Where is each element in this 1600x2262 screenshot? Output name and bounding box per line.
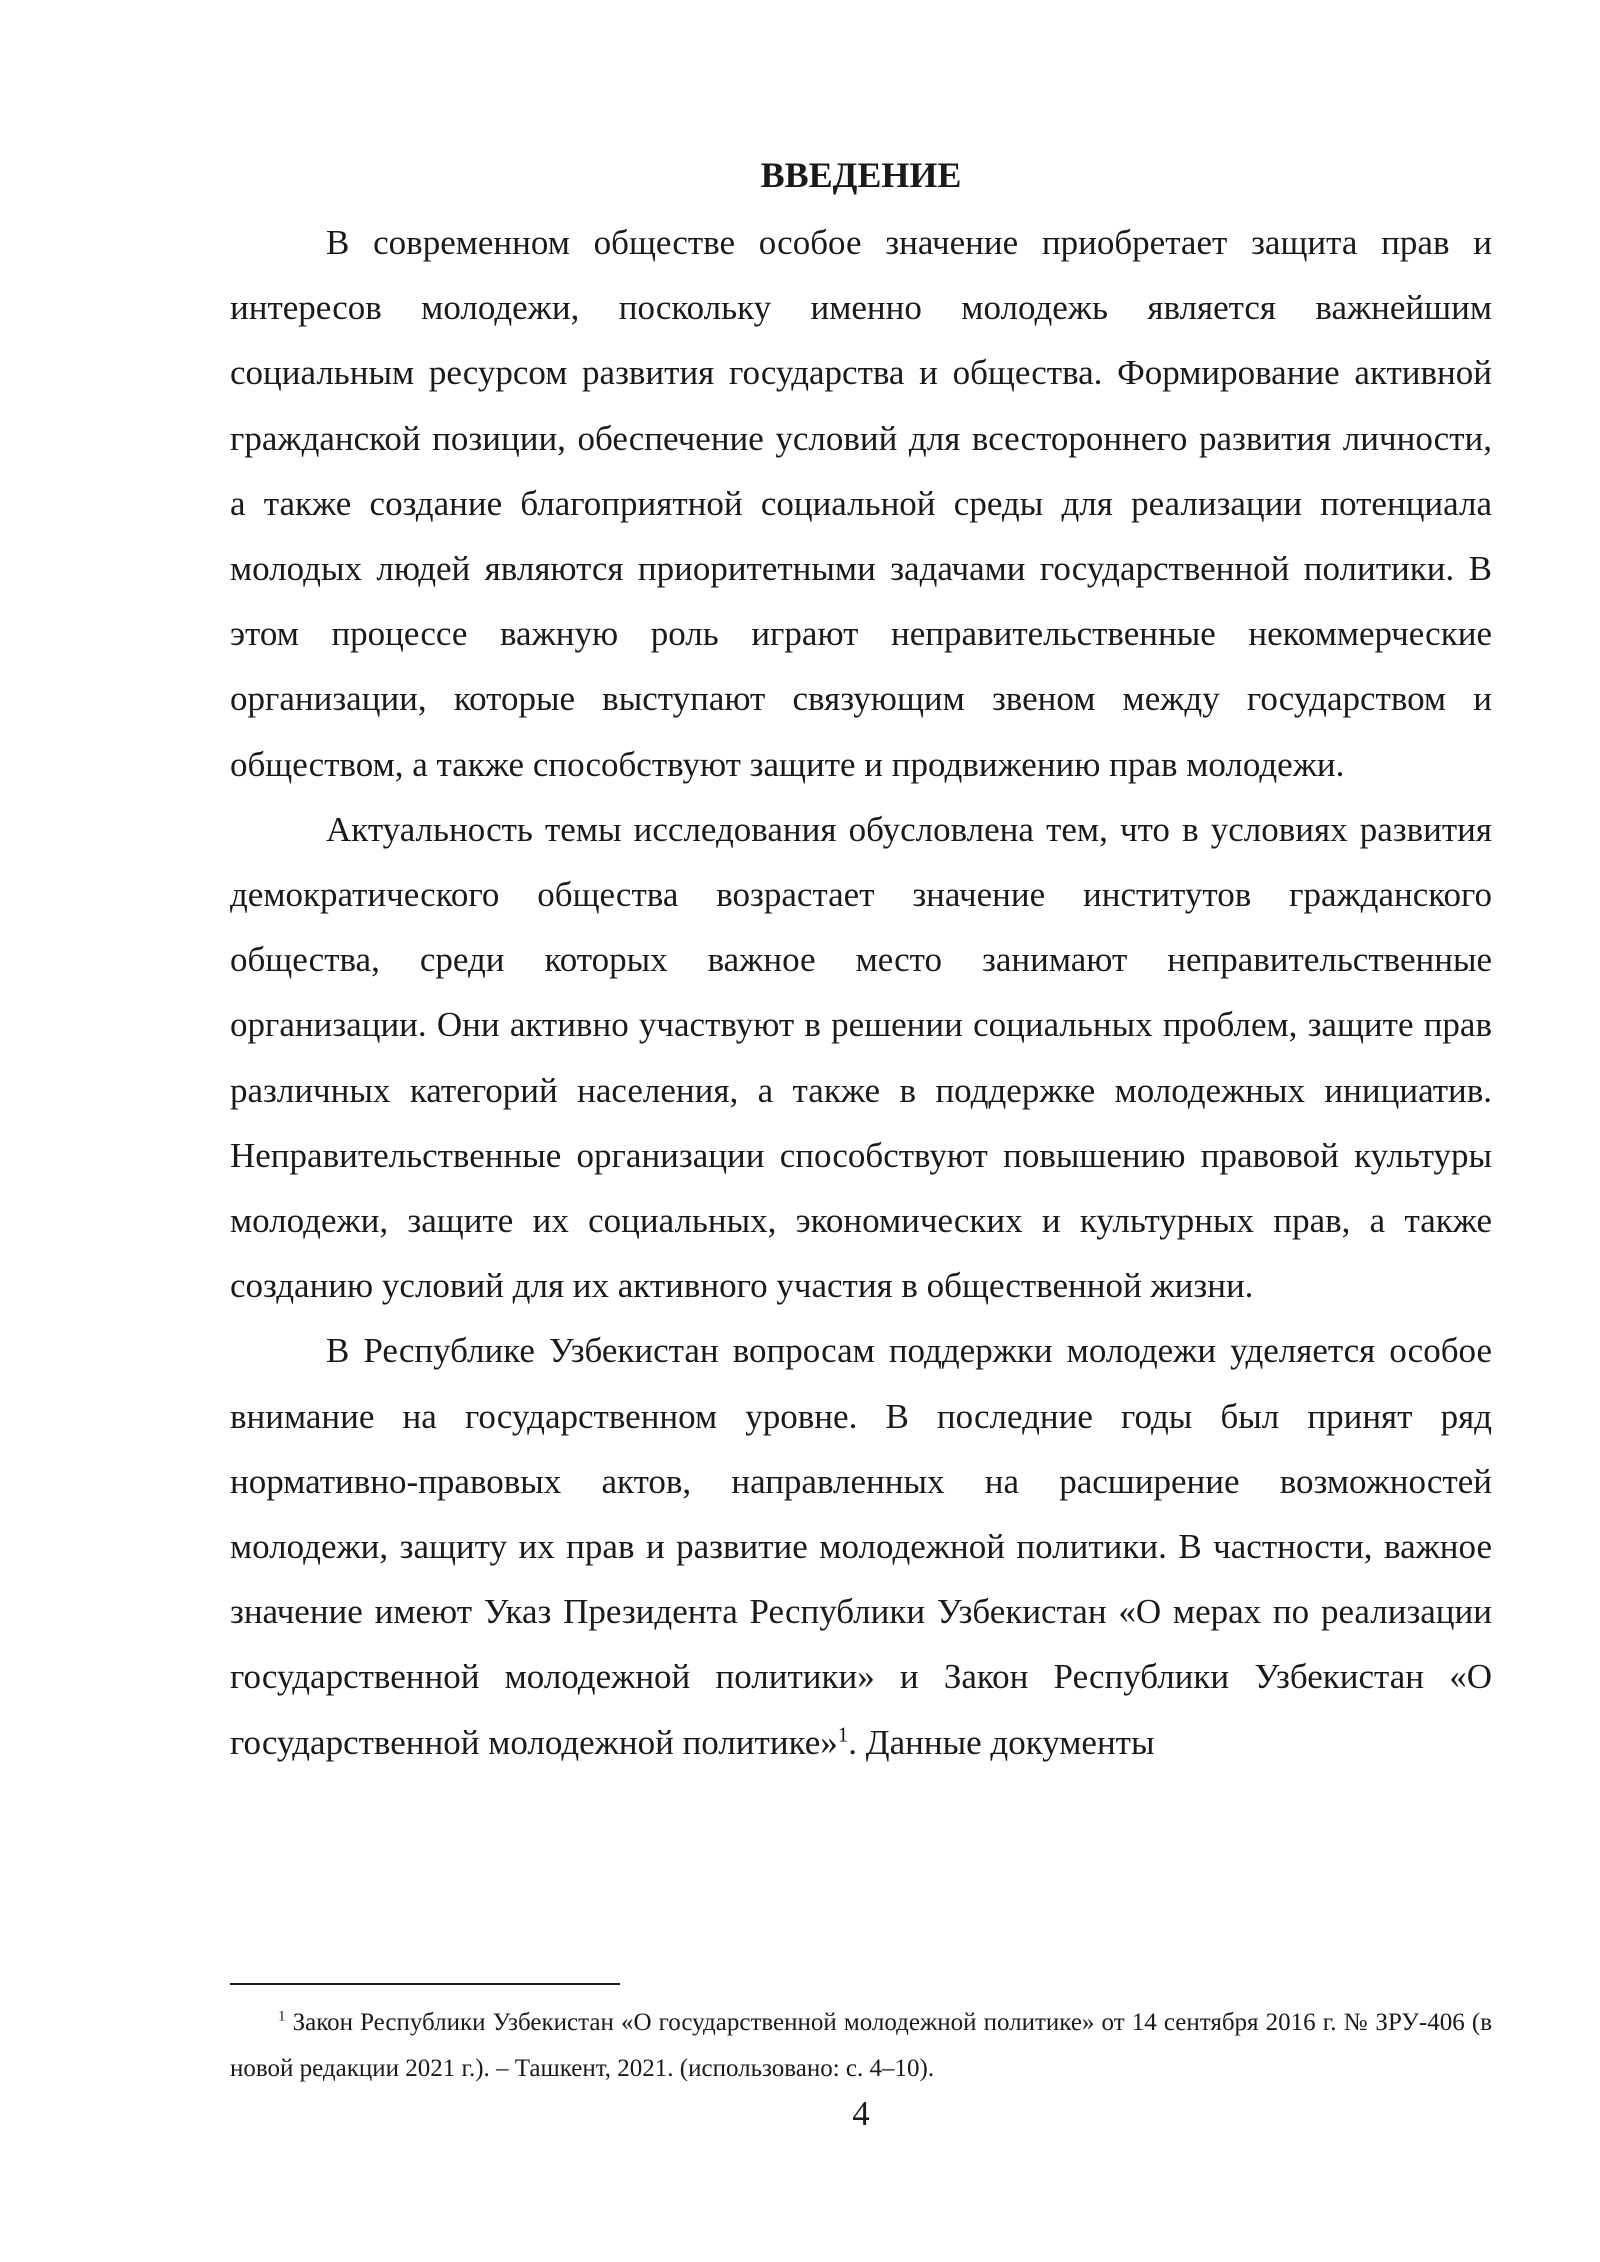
section-heading: ВВЕДЕНИЕ	[760, 155, 962, 195]
page-number: 4	[852, 2094, 870, 2133]
paragraph-3	[230, 1318, 1492, 1774]
paragraph-3-continuation: . Данные документы	[848, 1722, 1155, 1762]
paragraph-1: В современном обществе особое значение приобретает защита прав и интересов молодежи, поскольку именно молодежь является важнейшим социальным ресурсом развития государства и общества. Формирование активной гражданской позиции, обеспечение условий для всестороннего развития личности, а также создание благоприятной социальной среды для реализации потенциала молодых людей являются приоритетными задачами государственной политики. В этом процессе важную роль играют неправительственные некоммерческие организации, которые выступают связующим звеном между государством и обществом, а также способствуют защите и продвижению прав молодежи.	[230, 223, 1492, 784]
paragraph-2: Актуальность темы исследования обусловлена тем, что в условиях развития демократического общества возрастает значение институтов гражданского общества, среди которых важное место занимают неправительственные организации. Они активно участвуют в решении социальных проблем, защите прав различных категорий населения, а также в поддержке молодежных инициатив. Неправительственные организации способствуют повышению правовой культуры молодежи, защите их социальных, экономических и культурных прав, а также созданию условий для их активного участия в общественной жизни.	[230, 809, 1492, 1306]
footnote-reference[interactable]: 1	[837, 1722, 849, 1747]
footnote-separator	[230, 1983, 620, 1985]
body-text	[230, 210, 1492, 1775]
footnote	[230, 2000, 1492, 2092]
footnote-text: Закон Республики Узбекистан «О государственной молодежной политике» от 14 сентября 2016 г. № ЗРУ-406 (в новой редакции 2021 г.). – Ташкент, 2021. (использовано: с. 4–10).	[230, 2009, 1492, 2082]
footnote-mark: 1	[278, 2008, 286, 2025]
paragraph-3-text: В Республике Узбекистан вопросам поддержки молодежи уделяется особое внимание на государственном уровне. В последние годы был принят ряд нормативно-правовых актов, направленных на расширение возможностей молодежи, защиту их прав и развитие молодежной политики. В частности, важное значение имеют Указ Президента Республики Узбекистан «О мерах по реализации государственной молодежной политики» и Закон Республики Узбекистан «О государственной молодежной политике»	[230, 1331, 1492, 1762]
